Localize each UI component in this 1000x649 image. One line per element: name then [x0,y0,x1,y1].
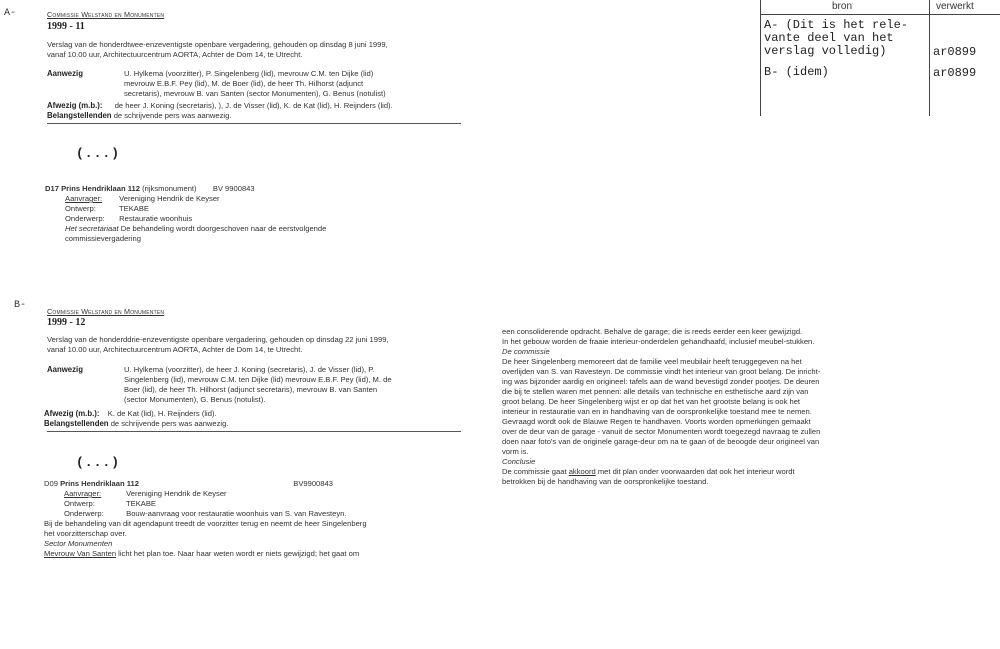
doc-a-aanvrager-label: Aanvrager: [65,194,103,203]
doc-b-belang-text: de schrijvende pers was aanwezig. [110,419,229,428]
doc-b-aanwezig-list [124,365,464,405]
table-row-a-source [764,19,908,58]
doc-a-item [45,184,425,244]
doc-b-ontwerp: TEKABE [125,499,156,508]
table-row-b-processed: ar0899 [933,66,977,80]
table-header-bron: bron [832,1,853,12]
doc-a-year: 1999 - 11 [47,21,85,32]
doc-a-belang-label: Belangstellenden [47,111,112,120]
doc-b-ontwerp-label: Ontwerp: [64,499,95,508]
doc-a-secretariaat-text-2: commissievergadering [65,234,141,243]
doc-b-belang-label: Belangstellenden [44,419,109,428]
doc-a-aanwezig-list [124,69,464,99]
doc-b-sector-name: Mevrouw Van Santen [44,549,117,558]
doc-b-conclusie-line-1 [502,467,902,477]
doc-b-afwezig-text: K. de Kat (lid), H. Reijnders (lid). [107,409,217,418]
doc-b-year: 1999 - 12 [47,317,86,328]
doc-a-belangstellenden [47,111,231,121]
doc-b-aanwezig-line-4: (sector Monumenten), G. Benus (notulist). [124,395,266,404]
doc-b-aanvrager-row [64,489,474,499]
doc-b-conclusie-akkoord: akkoord [568,467,596,476]
doc-b-sector-text: licht het plan toe. Naar haar weten wordt er niets gewijzigd; het gaat om [118,549,360,558]
doc-b-commissie-line-2: overlijden van S. van Ravesteyn. De commissie vindt het interieur van groot belang. De inricht- [502,367,821,376]
doc-a-ontwerp-label: Ontwerp: [65,204,96,213]
doc-b-item-code: D09 [44,479,58,488]
doc-b-commissie-line-4: die bij te stellen waren met pennen: alle details van technische en esthetische aard zijn van [502,387,809,396]
doc-a-aanvrager: Vereniging Hendrik de Keyser [119,194,220,203]
table-row-a-processed: ar0899 [933,45,977,59]
doc-b-commissie-line-10: vorm is. [502,447,529,456]
doc-a-item-heading [45,184,425,194]
doc-b-aanvrager-label: Aanvrager: [64,489,102,498]
doc-a-belang-text: de schrijvende pers was aanwezig. [113,111,232,120]
doc-a-onderwerp-row [65,214,425,224]
doc-b-commissie-line-6: interieur in restauratie van en in handhaving van de oorspronkelijke toestand mee te nemen. [502,407,812,416]
doc-a-secretariaat-text: De behandeling wordt doorgeschoven naar de eerstvolgende [120,224,327,233]
doc-b-commissie-line-9: doen naar foto's van de originele garage-deur om na te gaan of de beoogde deur origineel van [502,437,820,446]
doc-a-aanwezig-label: Aanwezig [47,69,83,78]
doc-b-afwezig-label: Afwezig (m.b.): [44,409,100,418]
doc-a-divider [47,123,461,124]
doc-b-right-line-2: In het gebouw worden de fraaie interieur-onderdelen gehandhaafd, inclusief meubel-stukken. [502,337,815,346]
doc-b-commissie-line-5: groot belang. De heer Singelenberg wijst er op dat het van het grootste belang is ook het [502,397,801,406]
doc-b-conclusie-post: met dit plan onder voorwaarden dat ook het interieur wordt [597,467,795,476]
doc-a-ellipsis: (...) [76,146,121,161]
doc-b-commissie-heading: De commissie [502,347,550,356]
table-row-a-line-1: A- (Dit is het rele- [764,18,909,32]
doc-a-aanwezig-line-1: U. Hylkema (voorzitter), P. Singelenberg (lid), mevrouw C.M. ten Dijke (lid) [124,69,374,78]
table-header-verwerkt: verwerkt [936,1,974,12]
doc-a-item-title: Prins Hendriklaan 112 [61,184,140,193]
doc-a-aanvrager-row [65,194,425,204]
doc-b-sector-row [44,549,474,559]
table-row-a-line-3: verslag volledig) [764,44,887,58]
doc-b-onderwerp-label: Onderwerp: [64,509,104,518]
doc-a-intro [47,40,467,60]
doc-b-marker: B- [14,300,27,311]
doc-b-sector-heading: Sector Monumenten [44,539,113,548]
doc-a-marker: A- [4,8,17,19]
doc-a-afwezig [47,101,393,111]
source-table [760,0,1000,116]
table-column-divider [929,0,930,116]
doc-b-commissie-line-7: Gevraagd wordt ook de Blauwe Regen te handhaven. Voorts worden opmerkingen gemaakt [502,417,811,426]
doc-b-right-column [502,327,902,487]
doc-b-onderwerp-row [64,509,474,519]
doc-b-ontwerp-row [64,499,474,509]
doc-b-belangstellenden [44,419,228,429]
doc-b-conclusie-pre: De commissie gaat [502,467,567,476]
table-border-left [760,0,761,116]
table-header-rule [760,14,1000,15]
doc-b-ellipsis: (...) [76,455,121,470]
table-row-a-line-2: vante deel van het [764,31,894,45]
doc-a-afwezig-text: de heer J. Koning (secretaris), ), J. de Visser (lid), K. de Kat (lid), H. Reijnders (lid). [114,101,393,110]
doc-b-commissie-line-8: over de deur van de garage - vanuit de sector Monumenten wordt toegezegd navraag te zullen [502,427,821,436]
doc-a-ontwerp: TEKABE [118,204,149,213]
doc-a-aanwezig-line-2: mevrouw E.B.F. Pey (lid), M. de Boer (lid), de heer Th. Hilhorst (adjunct [124,79,364,88]
doc-a-secretariaat-label: Het secretariaat [65,224,119,233]
doc-b-aanwezig-line-3: Boer (lid), de heer Th. Hilhorst (adjunct secretaris), mevrouw B. van Santen [124,385,378,394]
doc-b-item-title: Prins Hendriklaan 112 [60,479,139,488]
doc-a-intro-line-1: Verslag van de honderdtwee-enzeventigste openbare vergadering, gehouden op dinsdag 8 juni 1999, [47,40,388,49]
doc-b-commissie-line-1: De heer Singelenberg memoreert dat de familie veel meubilair heeft teruggegeven na het [502,357,802,366]
doc-b-item [44,479,474,559]
doc-a-aanwezig-line-3: secretaris), mevrouw B. van Santen (sector Monumenten), G. Benus (notulist) [124,89,386,98]
doc-a-secretariaat-row [65,224,425,234]
doc-a-item-status: (rijksmonument) [142,184,197,193]
doc-a-onderwerp: Restauratie woonhuis [119,214,193,223]
doc-b-right-line-1: een consoliderende opdracht. Behalve de garage; die is reeds eerder een keer gewijzigd. [502,327,803,336]
table-row-b-line-1: B- (idem) [764,65,829,79]
doc-b-intro [47,335,477,355]
doc-a-onderwerp-label: Onderwerp: [65,214,105,223]
doc-b-item-bv: BV9900843 [293,479,333,488]
doc-b-org: Commissie Welstand en Monumenten [47,307,165,316]
doc-a-item-bv: BV 9900843 [212,184,255,193]
doc-b-afwezig [44,409,217,419]
doc-b-aanwezig-line-2: Singelenberg (lid), mevrouw C.M. ten Dijke (lid) mevrouw E.B.F. Pey (lid), M. de [124,375,392,384]
doc-b-intro-line-2: vanaf 10.00 uur, Architectuurcentrum AORTA, Achter de Dom 14, te Utrecht. [47,345,303,354]
doc-b-conclusie-line-2: betrokken bij de handhaving van de oorspronkelijke toestand. [502,477,709,486]
doc-b-item-heading [44,479,474,489]
doc-a-ontwerp-row [65,204,425,214]
doc-b-body-line-1: Bij de behandeling van dit agendapunt treedt de voorzitter terug en neemt de heer Singelenberg [44,519,367,528]
doc-b-onderwerp: Bouw-aanvraag voor restauratie woonhuis van S. van Ravesteyn. [126,509,347,518]
doc-a-org: Commissie Welstand en Monumenten [47,10,165,19]
doc-b-body-line-2: het voorzitterschap over. [44,529,127,538]
doc-a-afwezig-label: Afwezig (m.b.): [47,101,103,110]
doc-b-aanwezig-label: Aanwezig [47,365,83,374]
doc-b-aanvrager: Vereniging Hendrik de Keyser [126,489,227,498]
doc-b-conclusie-heading: Conclusie [502,457,536,466]
doc-b-aanwezig-line-1: U. Hylkema (voorzitter), de heer J. Koning (secretaris), J. de Visser (lid), P. [124,365,375,374]
doc-b-commissie-line-3: ing was bijzonder aardig en origineel: tafels aan de wand bevestigd zonder pootjes. De deuren [502,377,820,386]
doc-a-item-code: D17 [45,184,59,193]
doc-a-intro-line-2: vanaf 10.00 uur, Architectuurcentrum AORTA, Achter de Dom 14, te Utrecht. [47,50,303,59]
table-row-b-source [764,66,829,79]
doc-b-intro-line-1: Verslag van de honderddrie-enzeventigste openbare vergadering, gehouden op dinsdag 22 juni 1999, [47,335,389,344]
doc-b-divider [47,431,461,432]
